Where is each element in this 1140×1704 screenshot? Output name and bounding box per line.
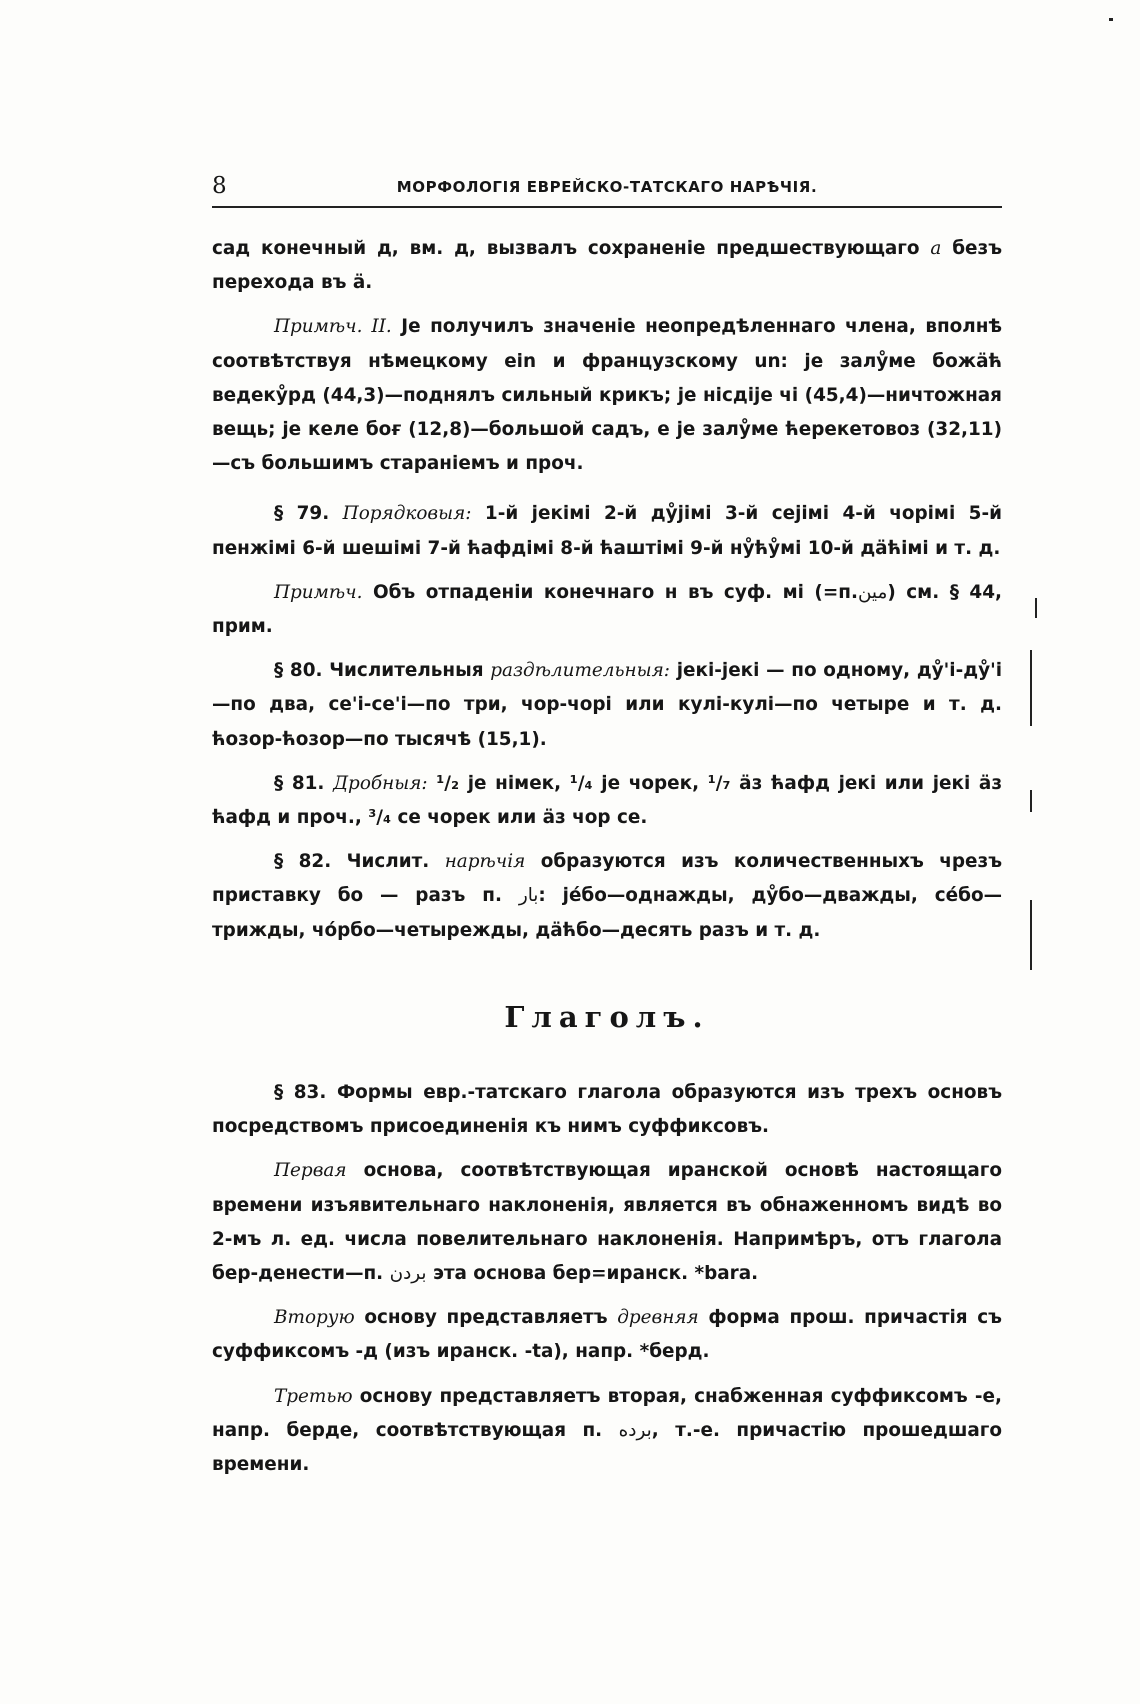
note-label: Примѣч. II. [274, 316, 392, 338]
page-number: 8 [212, 173, 227, 199]
paragraph-second-stem: Вторую основу представляетъ древняя форма прош. причастія съ суффиксомъ -д (изъ иранск. -ta), напр. *берд. [212, 1307, 1002, 1363]
running-title: МОРФОЛОГІЯ ЕВРЕЙСКО-ТАТСКАГО НАРѢЧІЯ. [396, 178, 818, 196]
scan-speck [1030, 790, 1032, 812]
arabic-word: برده [618, 1419, 652, 1441]
section-82: § 82. Числит. нарѣчія образуются изъ количественныхъ чрезъ приставку бо — разъ п. بار: јéбо—однажды, ду̊бо—дважды, сéбо—трижды, чóрбо—четырежды, дäћбо—десять разъ и т. д. [212, 851, 1003, 941]
page-body [212, 232, 1002, 1482]
section-heading: Глаголъ. [504, 999, 710, 1034]
arabic-word: مين [857, 581, 888, 603]
arabic-word: بار [518, 885, 539, 907]
scan-speck [1035, 598, 1037, 618]
scan-speck [1030, 650, 1032, 726]
section-number: § 80. [274, 660, 323, 682]
arabic-word: بردن [389, 1263, 427, 1285]
section-80: § 80. Числительныя раздѣлительныя: јекі-јекі — по одному, ду̊'і-ду̊'і—по два, се'і-се'і—по три, чор-чорі или кулі-кулі—по четыре и т. д. ћозор-ћозор—по тысячѣ (15,1). [212, 660, 1002, 750]
section-number: § 82. [274, 851, 332, 873]
paragraph-first-stem: Первая основа, соотвѣтствующая иранской основѣ настоящаго времени изъявительнаго наклоненія, является въ обнаженномъ видѣ во 2-мъ л. ед. числа повелительнаго наклоненія. Напримѣръ, отъ глагола бер-денести—п. بردن эта основа бер=иранск. *bara. [212, 1160, 1002, 1285]
scan-speck [1109, 18, 1113, 21]
paragraph-note-79: Примѣч. Объ отпаденіи конечнаго н въ суф. мі (=п.مين) см. § 44, прим. [212, 581, 1003, 638]
scan-speck [1030, 900, 1032, 970]
section-81: § 81. Дробныя: ¹/₂ је німек, ¹/₄ је чорек, ¹/₇ äз ћафд јекі или јекі äз ћафд и проч., ³/₄ се чорек или äз чор се. [212, 772, 1003, 829]
section-number: § 79. [274, 503, 330, 525]
paragraph-third-stem: Третью основу представляетъ вторая, снабженная суффиксомъ -е, напр. берде, соотвѣтствующая п. برده, т.-е. причастію прошедшаго времени. [212, 1385, 1002, 1476]
paragraph-continuation: сад конечный д, вм. д, вызвалъ сохраненіе предшествующаго а безъ перехода въ ä. [212, 238, 1003, 294]
section-79: § 79. Порядковыя: 1-й јекімі 2-й ду̊јімі 3-й сејімі 4-й чорімі 5-й пенжімі 6-й шешімі 7-й ћафдімі 8-й ћаштімі 9-й ну̊ћу̊мі 10-й дäћімі и т. д. [212, 503, 1002, 559]
header-rule [212, 206, 1002, 208]
section-83: § 83. Формы евр.-татскаго глагола образуются изъ трехъ основъ посредствомъ присоединенія къ нимъ суффиксовъ. [212, 1082, 1003, 1138]
page-header [212, 173, 1002, 197]
section-number: § 83. [274, 1082, 327, 1104]
paragraph-note-ii: Примѣч. II. Је получилъ значеніе неопредѣленнаго члена, вполнѣ соотвѣтствуя нѣмецкому ein и французскому un: је залу̊ме божäћ ведеку̊рд (44,3)—поднялъ сильный крикъ; је нісдіје чі (45,4)—ничтожная вещь; је келе боғ (12,8)—большой садъ, е је залу̊ме ћерекетовоз (32,11)—съ большимъ стараніемъ и проч. [212, 316, 1003, 475]
section-number: § 81. [274, 772, 325, 794]
